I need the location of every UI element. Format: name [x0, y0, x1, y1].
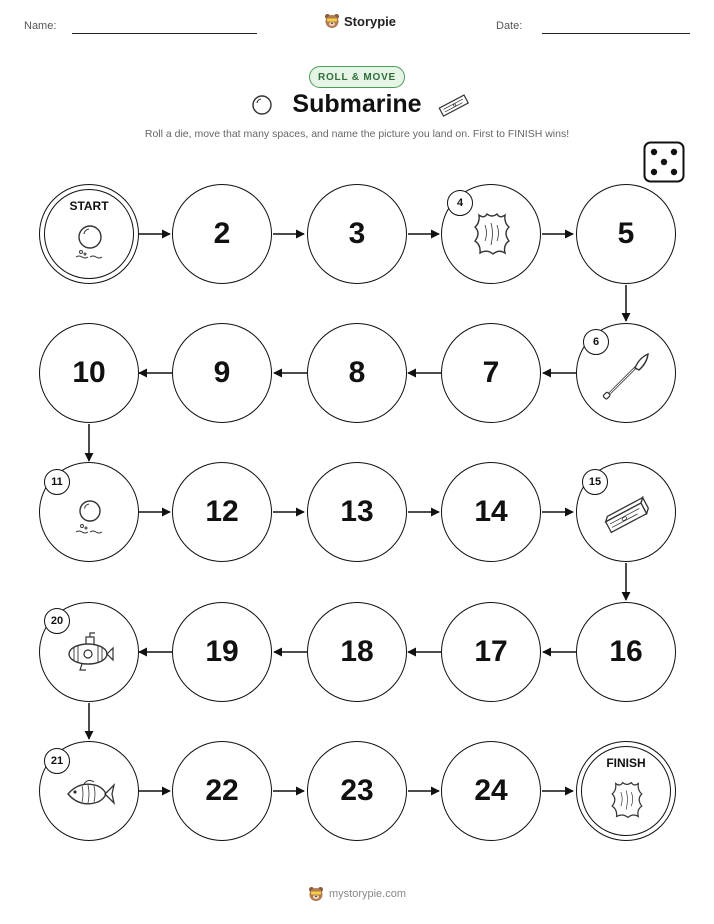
instructions: Roll a die, move that many spaces, and name the picture you land on. First to FINISH wins! [144, 128, 570, 140]
space-number: 17 [474, 635, 508, 668]
finish-label: FINISH [606, 756, 646, 770]
space-6-number: 6 [583, 329, 609, 355]
page-title: Submarine [292, 90, 422, 118]
space-number: 13 [340, 495, 374, 528]
space-number: 23 [340, 774, 374, 807]
submarine-icon [62, 631, 118, 677]
space-start[interactable] [39, 184, 139, 284]
space-13[interactable] [307, 462, 407, 562]
space-5[interactable] [576, 184, 676, 284]
space-number: 7 [482, 356, 500, 389]
space-7[interactable] [441, 323, 541, 423]
space-number: 14 [474, 495, 508, 528]
bubble-icon [70, 497, 110, 537]
space-22[interactable] [172, 741, 272, 841]
space-number: 8 [348, 356, 366, 389]
space-number: 9 [213, 356, 231, 389]
space-finish[interactable] [576, 741, 676, 841]
space-20-number: 20 [44, 608, 70, 634]
brand-name: Storypie [344, 13, 397, 29]
fish-icon [62, 774, 118, 814]
space-number: 5 [617, 217, 635, 250]
space-number: 12 [205, 495, 239, 528]
wood-plank-icon [599, 493, 655, 537]
animal-hide-icon [607, 778, 647, 822]
space-19[interactable] [172, 602, 272, 702]
space-8[interactable] [307, 323, 407, 423]
space-15-number: 15 [582, 469, 608, 495]
space-number: 2 [213, 217, 231, 250]
space-4-number: 4 [447, 190, 473, 216]
space-24[interactable] [441, 741, 541, 841]
footer-url[interactable]: mystorypie.com [329, 888, 407, 900]
space-23[interactable] [307, 741, 407, 841]
space-3[interactable] [307, 184, 407, 284]
space-number: 24 [474, 774, 508, 807]
date-label: Date: [496, 20, 523, 32]
space-16[interactable] [576, 602, 676, 702]
game-type-badge: ROLL & MOVE [309, 66, 405, 88]
animal-hide-icon [469, 209, 515, 259]
start-label: START [69, 199, 109, 213]
space-number: 22 [205, 774, 239, 807]
space-number: 19 [205, 635, 239, 668]
space-number: 18 [340, 635, 374, 668]
name-label: Name: [24, 20, 57, 32]
space-number: 3 [348, 217, 366, 250]
space-12[interactable] [172, 462, 272, 562]
bear-logo-icon [308, 886, 324, 902]
space-number: 10 [72, 356, 106, 389]
space-11-number: 11 [44, 469, 70, 495]
oar-icon [599, 348, 655, 404]
space-10[interactable] [39, 323, 139, 423]
space-18[interactable] [307, 602, 407, 702]
space-14[interactable] [441, 462, 541, 562]
bubble-icon [70, 221, 110, 261]
space-number: 16 [609, 635, 643, 668]
space-2[interactable] [172, 184, 272, 284]
space-17[interactable] [441, 602, 541, 702]
space-9[interactable] [172, 323, 272, 423]
space-21-number: 21 [44, 748, 70, 774]
footer [308, 886, 406, 902]
